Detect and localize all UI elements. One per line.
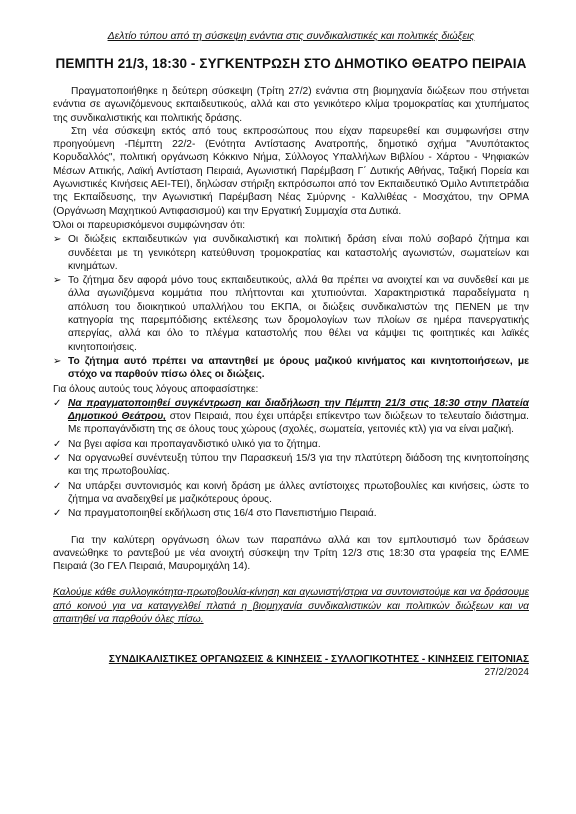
decision-text: Να υπάρξει συντονισμός και κοινή δράση με άλλες αντίστοιχες πρωτοβουλίες και κινήσεις, ώστε το ζήτημα να αναδειχθεί με μαζικότερους όρους. — [68, 480, 529, 505]
decision-text: Να πραγματοποιηθεί εκδήλωση στις 16/4 στο Πανεπιστήμιο Πειραιά. — [68, 508, 377, 520]
intro-paragraph-2: Στη νέα σύσκεψη εκτός από τους εκπροσώπους που είχαν παρευρεθεί και συμφωνήσει στην προηγούμενη -Πέμπτη 22/2- (Ενότητα Αντίστασης Ανατροπής, δημοτικό σχήμα "Ανυπότακτος Κορυδαλλός", πολιτική οργάνωση Κόκκινο Νήμα, Σύλλογος Υπαλλήλων Βιβλίου - Χάρτου - Ψηφιακών Μέσων Αττικής, Λαϊκή Αντίσταση Πειραιά, Αγωνιστική Παρέμβαση Γ΄ Δυτικής Αθήνας, Ταξική Πορεία και Αγωνιστικές Κινήσεις ΑΕΙ-ΤΕΙ), δηλώσαν στήριξη εκπρόσωποι από τον Εκπαιδευτικό Όμιλο Αντιπετράδια της Εκπαίδευσης, την Αγωνιστική Παρέμβαση Νέας Σμύρνης - Καλλιθέας - Μοσχάτου, την ΟΡΜΑ (Οργάνωση Μαχητικού Αντιφασισμού) και την Εργατική Συμμαχία στα Δυτικά. — [53, 125, 529, 217]
document-subtitle: Δελτίο τύπου από τη σύσκεψη ενάντια στις συνδικαλιστικές και πολιτικές διώξεις — [107, 30, 475, 42]
arrow-bullet-icon: ➢ — [53, 234, 62, 246]
agreement-intro: Όλοι οι παρευρισκόμενοι συμφώνησαν ότι: — [53, 219, 246, 231]
intro-paragraph-1: Πραγματοποιήθηκε η δεύτερη σύσκεψη (Τρίτη 27/2) ενάντια στη βιομηχανία διώξεων που στήνεται ενάντια σε αγωνιζόμενους εκπαιδευτικούς, αλλά και στο γενικότερο κλίμα τρομοκρατίας και χτυπήματος της συνδικαλιστικής και πολιτικής δράσης. — [53, 86, 529, 124]
agreement-item — [53, 355, 529, 382]
document-title: ΠΕΜΠΤΗ 21/3, 18:30 - ΣΥΓΚΕΝΤΡΩΣΗ ΣΤΟ ΔΗΜΟΤΙΚΟ ΘΕΑΤΡΟ ΠΕΙΡΑΙΑ — [55, 56, 527, 71]
checkmark-bullet-icon: ✓ — [53, 438, 62, 450]
call-to-action: Καλούμε κάθε συλλογικότητα-πρωτοβουλία-κίνηση και αγωνιστή/στρια να συντονιστούμε και να δράσουμε από κοινού για να καταγγελθεί πλατιά η βιομηχανία συνδικαλιστικών και πολιτικών διώξεων και να απαιτηθεί να παρθούν όλες πίσω. — [53, 587, 529, 625]
decision-item — [53, 438, 529, 451]
signature: ΣΥΝΔΙΚΑΛΙΣΤΙΚΕΣ ΟΡΓΑΝΩΣΕΙΣ & ΚΙΝΗΣΕΙΣ - ΣΥΛΛΟΓΙΚΟΤΗΤΕΣ - ΚΙΝΗΣΕΙΣ ΓΕΙΤΟΝΙΑΣ — [108, 654, 529, 666]
decisions-intro: Για όλους αυτούς τους λόγους αποφασίστηκε: — [53, 383, 259, 395]
checkmark-bullet-icon: ✓ — [53, 453, 62, 465]
agreement-text: Οι διώξεις εκπαιδευτικών για συνδικαλιστική και πολιτική δράση είναι πολύ σοβαρό ζήτημα και συνδέεται με τη γενικότερη κατεύθυνση τρομοκρατίας και καταστολής αγωνιστών, σωματείων και κινημάτων. — [68, 234, 529, 272]
decision-text: στον Πειραιά, που έχει υπάρξει επίκεντρο των διώξεων το τελευταίο διάστημα. Με προπαγάνδιστη της σε όλους τους χώρους (σχολές, σωματεία, γειτονιές κτλ) για να είναι μαζική. — [68, 411, 529, 436]
decision-text: Να βγει αφίσα και προπαγανδιστικό υλικό για το ζήτημα. — [68, 438, 321, 450]
decision-item — [53, 507, 529, 520]
document-date: 27/2/2024 — [484, 667, 529, 679]
decision-highlight: Να πραγματοποιηθεί συγκέντρωση και διαδήλωση την Πέμπτη 21/3 στις 18:30 στην Πλατεία Δημοτικού Θεάτρου, — [68, 397, 529, 423]
arrow-bullet-icon: ➢ — [53, 355, 62, 367]
arrow-bullet-icon: ➢ — [53, 275, 62, 287]
next-meeting-paragraph: Για την καλύτερη οργάνωση όλων των παραπάνω αλλά και τον εμπλουτισμό των δράσεων ανανεώθηκε το ραντεβού με νέα ανοιχτή σύσκεψη την Τρίτη 12/3 στις 18:30 στα γραφεία της ΕΛΜΕ Πειραιά (3ο ΓΕΛ Πειραιά, Μαυρομιχάλη 14). — [53, 534, 529, 573]
agreement-item — [53, 274, 529, 354]
checkmark-bullet-icon: ✓ — [53, 508, 62, 520]
agreement-text: Το ζήτημα δεν αφορά μόνο τους εκπαιδευτικούς, αλλά θα πρέπει να ανοιχτεί και να συνδεθεί και με άλλα αγωνιζόμενα κομμάτια που πλήττονται και χτυπιούνται. Χαρακτηριστικά παραδείγματα η απόλυση του διοικητικού υπαλλήλου του ΕΚΠΑ, οι διώξεις συνδικαλιστών της ΠΕΝΕΝ με την κατηγορία της παρεμπόδισης εκτέλεσης των δρομολογίων των πλοίων σε ημέρα πανεργατικής απεργίας, αλλά και όλο το πλέγμα καταστολής που θέλει να κάμψει τις φοιτητικές και λαϊκές κινητοποιήσεις. — [68, 275, 529, 353]
decision-item — [53, 397, 529, 437]
checkmark-bullet-icon: ✓ — [53, 397, 62, 409]
checkmark-bullet-icon: ✓ — [53, 480, 62, 492]
decision-item — [53, 480, 529, 507]
decision-text: Να οργανωθεί συνέντευξη τύπου την Παρασκευή 15/3 για την πλατύτερη διάδοση της κινητοποίησης και της πρωτοβουλίας. — [68, 453, 529, 478]
agreement-text-bold: Το ζήτημα αυτό πρέπει να απαντηθεί με όρους μαζικού κινήματος και κινητοποιήσεων, με στόχο να παρθούν πίσω όλες οι διώξεις. — [68, 355, 529, 381]
agreements-list — [53, 233, 529, 381]
agreement-item — [53, 233, 529, 273]
decision-item — [53, 452, 529, 479]
press-release-page — [53, 30, 529, 678]
decisions-list — [53, 397, 529, 521]
